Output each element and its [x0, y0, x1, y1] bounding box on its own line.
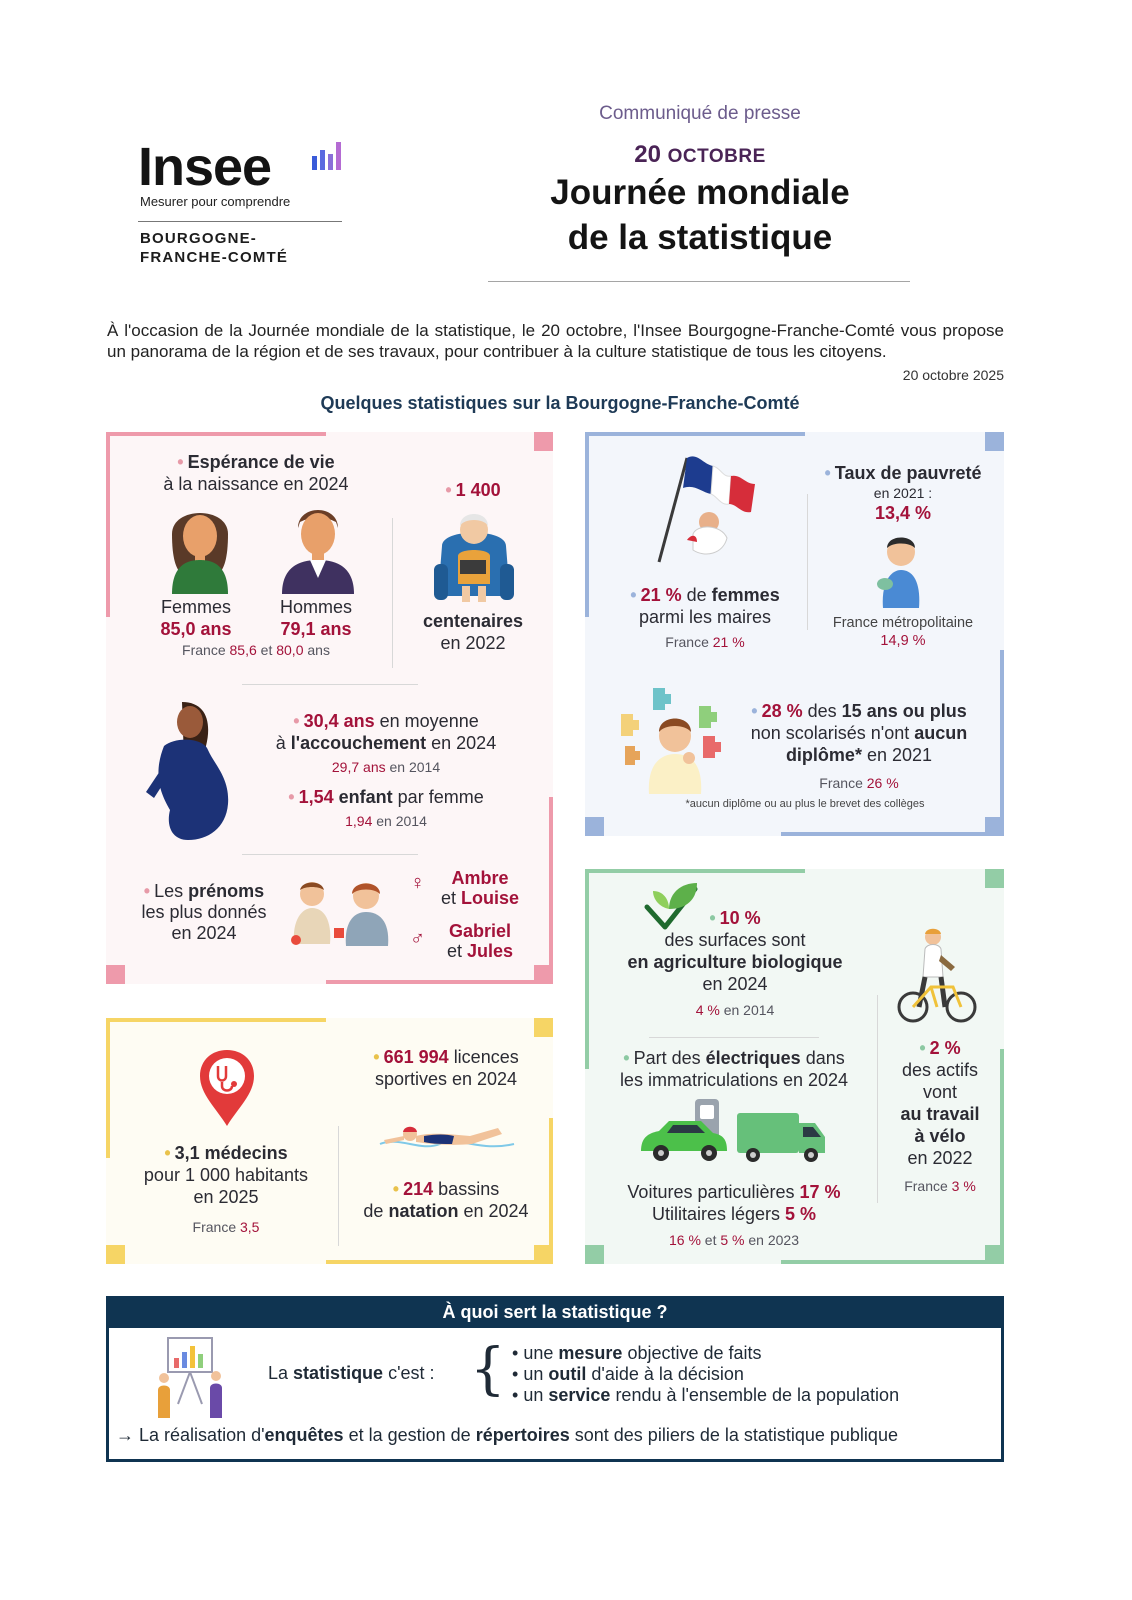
- lead-a: La: [268, 1363, 289, 1383]
- man-avatar-icon: [280, 498, 356, 594]
- statistique-list: [512, 1343, 899, 1406]
- maires-text-1b: femmes: [711, 585, 780, 605]
- diplome-value: 28 %: [761, 701, 803, 721]
- velo-value: 2 %: [929, 1038, 961, 1058]
- bullet-dot: •: [288, 787, 295, 807]
- vertical-separator: [392, 518, 393, 668]
- panel-frame-bottom: [781, 832, 1004, 836]
- bullet-dot: •: [392, 1179, 400, 1199]
- elec-line-2: les immatriculations en 2024: [619, 1070, 849, 1090]
- bullet-dot: •: [143, 881, 151, 901]
- list-item: • un service rendu à l'ensemble de la population: [512, 1385, 900, 1405]
- voitures-value: 17 %: [799, 1182, 841, 1202]
- france-mid: et: [260, 642, 273, 658]
- bullet-dot: •: [177, 452, 184, 472]
- logo-tagline: Mesurer pour comprendre: [140, 194, 291, 209]
- horizontal-separator: [242, 684, 418, 685]
- bullet-dot: •: [373, 1047, 380, 1067]
- maires-value: 21 %: [640, 585, 682, 605]
- bullet-dot: •: [445, 480, 452, 500]
- title-line-2: de la statistique: [567, 218, 833, 257]
- utilitaires-label: Utilitaires légers: [651, 1204, 780, 1224]
- accouchement-value: 30,4 ans: [303, 711, 375, 731]
- boy-name-2: Jules: [467, 941, 514, 961]
- elec-line-1c: dans: [805, 1048, 845, 1068]
- panel-frame-bottom: [781, 1260, 1004, 1264]
- panel-corner-square: [985, 869, 1004, 888]
- maires-france-label: France: [665, 634, 709, 650]
- item-bold: mesure: [558, 1343, 623, 1363]
- bio-line-4: en 2024: [702, 974, 768, 994]
- licences-value: 661 994: [383, 1047, 449, 1067]
- event-day: 20: [634, 141, 661, 168]
- accouchement-text-2a: à: [275, 733, 286, 753]
- panel-frame-top: [106, 432, 326, 436]
- diplome-text-2a: non scolarisés n'ont: [750, 723, 910, 743]
- girl-name-1: Ambre: [451, 868, 509, 888]
- panel-frame-left: [106, 1018, 110, 1158]
- velo-france-label: France: [904, 1178, 948, 1194]
- item-post: rendu à l'ensemble de la population: [615, 1385, 900, 1405]
- foot-b: enquêtes: [264, 1425, 344, 1445]
- velo-line-2: des actifs: [901, 1060, 979, 1080]
- velo-line-6: en 2022: [907, 1148, 973, 1168]
- item-pre: une: [523, 1343, 554, 1363]
- maires-text-1a: de: [686, 585, 707, 605]
- prenoms-title: [126, 881, 282, 944]
- lead-c: c'est :: [388, 1363, 435, 1383]
- elec-line-1a: Part des: [633, 1048, 701, 1068]
- diplome-text-1b: 15 ans ou plus: [841, 701, 967, 721]
- france-suffix: ans: [307, 642, 330, 658]
- item-pre: un: [523, 1364, 544, 1384]
- vertical-separator: [807, 494, 808, 630]
- accouchement-text-1: en moyenne: [379, 711, 479, 731]
- electric-vehicles-icon: [639, 1097, 829, 1167]
- esperance-title: [126, 451, 386, 495]
- region-line-2: FRANCHE-COMTÉ: [140, 249, 289, 266]
- licences-stat: [346, 1046, 546, 1090]
- puzzled-student-icon: [619, 684, 727, 794]
- medecins-france-label: France: [192, 1219, 237, 1235]
- centenaires-label: centenaires: [422, 611, 524, 631]
- enfant-bold: enfant: [338, 787, 393, 807]
- curly-brace-icon: {: [470, 1337, 506, 1402]
- centenaires-year: en 2022: [440, 633, 506, 653]
- bassins-stat: [346, 1178, 546, 1222]
- foot-c: et la gestion de: [348, 1425, 471, 1445]
- velo-stat: [881, 1037, 999, 1197]
- playing-children-icon: [288, 880, 396, 950]
- statistique-footer: [116, 1425, 996, 1446]
- diplome-france-label: France: [819, 775, 863, 791]
- male-symbol-icon: ♂: [410, 928, 425, 950]
- sad-child-icon: [873, 534, 925, 608]
- enfant-stat: [246, 786, 526, 832]
- prenoms-line-2: les plus donnés: [141, 902, 267, 922]
- swimmer-icon: [380, 1122, 514, 1162]
- girl-names: [434, 868, 526, 908]
- panel-corner-square: [534, 432, 553, 451]
- elec-prev-value-1: 16 %: [668, 1232, 701, 1248]
- diplome-text-3a: diplôme*: [785, 745, 862, 765]
- velo-line-4: au travail: [900, 1104, 980, 1124]
- girl-et: et: [440, 888, 456, 908]
- bassins-text-2b: natation: [388, 1201, 459, 1221]
- bassins-value: 214: [403, 1179, 434, 1199]
- enfant-prev-text: en 2014: [376, 813, 427, 829]
- statistique-box-heading: À quoi sert la statistique ?: [106, 1296, 1004, 1328]
- bio-line-2: des surfaces sont: [664, 930, 806, 950]
- bio-prev-text: en 2014: [723, 1002, 775, 1018]
- logo-divider: [138, 221, 342, 222]
- panel-corner-square: [106, 1245, 125, 1264]
- bullet-dot: •: [751, 701, 758, 721]
- panel-frame-bottom: [326, 980, 553, 984]
- panel-frame-right: [549, 1118, 553, 1258]
- elec-prev-value-2: 5 %: [720, 1232, 745, 1248]
- bullet-dot: •: [919, 1038, 926, 1058]
- maires-text-2: parmi les maires: [638, 607, 772, 627]
- panel-corner-square: [534, 965, 553, 984]
- bio-line-3: en agriculture biologique: [627, 952, 843, 972]
- femmes-value: 85,0 ans: [160, 619, 232, 639]
- girl-name-2: Louise: [461, 888, 520, 908]
- arrow-right-icon: →: [116, 1425, 134, 1445]
- panel-frame-right: [549, 797, 553, 967]
- panel-corner-square: [585, 817, 604, 836]
- accouchement-stat: [246, 710, 526, 778]
- bullet-dot: •: [630, 585, 637, 605]
- voitures-label: Voitures particulières: [627, 1182, 795, 1202]
- event-month: OCTOBRE: [667, 146, 766, 167]
- elec-prev-text: en 2023: [748, 1232, 799, 1248]
- medecins-value: 3,1 médecins: [174, 1143, 288, 1163]
- elec-prev-et: et: [704, 1232, 717, 1248]
- centenaires-count: [406, 480, 540, 501]
- panel-frame-bottom: [326, 1260, 553, 1264]
- enfant-prev-value: 1,94: [345, 813, 373, 829]
- medical-location-pin-icon: [198, 1048, 256, 1128]
- medecins-line-3: en 2025: [193, 1187, 259, 1207]
- boy-name-1: Gabriel: [448, 921, 512, 941]
- pauvrete-fm-value: 14,9 %: [880, 633, 926, 649]
- diplome-text-2b: aucun: [914, 723, 968, 743]
- event-date: [560, 141, 840, 169]
- item-bold: service: [548, 1385, 611, 1405]
- elec-line-1b: électriques: [705, 1048, 801, 1068]
- elderly-woman-armchair-icon: [432, 506, 516, 606]
- velo-france-value: 3 %: [951, 1178, 976, 1194]
- panel-corner-square: [534, 1018, 553, 1037]
- panel-demography: [106, 432, 553, 984]
- page-title: [500, 170, 900, 260]
- logo-wordmark: Insee: [138, 137, 272, 197]
- logo-bars-icon: [312, 142, 344, 172]
- velo-line-5: à vélo: [914, 1126, 966, 1146]
- pauvrete-line-2: en 2021 :: [873, 485, 933, 501]
- maires-stat: [605, 584, 805, 653]
- centenaires-text: [406, 610, 540, 654]
- list-item: • une mesure objective de faits: [512, 1343, 762, 1363]
- panel-frame-top: [585, 869, 805, 873]
- section-title: Quelques statistiques sur la Bourgogne-Franche-Comté: [320, 393, 800, 413]
- femmes-stat: [146, 596, 246, 640]
- header-divider: [488, 281, 910, 282]
- medecins-line-2: pour 1 000 habitants: [143, 1165, 309, 1185]
- bullet-dot: •: [824, 463, 831, 483]
- bio-prev-value: 4 %: [695, 1002, 720, 1018]
- bullet-dot: •: [709, 908, 716, 928]
- pregnant-woman-icon: [142, 700, 234, 842]
- diplome-france-value: 26 %: [866, 775, 899, 791]
- panel-environment: [585, 869, 1004, 1264]
- item-post: d'aide à la décision: [591, 1364, 744, 1384]
- item-bold: outil: [548, 1364, 587, 1384]
- region-line-1: BOURGOGNE-: [140, 230, 257, 247]
- bullet-dot: •: [164, 1143, 171, 1163]
- horizontal-separator: [242, 854, 418, 855]
- prenoms-line-1b: prénoms: [188, 881, 265, 901]
- panel-society: [585, 432, 1004, 836]
- panel-corner-square: [106, 965, 125, 984]
- elec-title: [591, 1047, 877, 1091]
- pauvrete-france: [811, 614, 995, 650]
- item-pre: un: [523, 1385, 544, 1405]
- prenoms-line-3: en 2024: [171, 923, 237, 943]
- france-hommes-value: 80,0: [276, 642, 304, 658]
- accouchement-prev-value: 29,7 ans: [331, 759, 386, 775]
- panel-corner-square: [985, 1245, 1004, 1264]
- publication-date: 20 octobre 2025: [902, 367, 1004, 383]
- licences-text-2: sportives en 2024: [374, 1069, 518, 1089]
- panel-corner-square: [985, 817, 1004, 836]
- item-post: objective de faits: [627, 1343, 762, 1363]
- foot-d: répertoires: [475, 1425, 570, 1445]
- bassins-text-2c: en 2024: [463, 1201, 529, 1221]
- panel-frame-left: [585, 432, 589, 617]
- panel-frame-left: [106, 432, 110, 617]
- press-label: Communiqué de presse: [599, 103, 801, 124]
- enfant-value: 1,54: [298, 787, 334, 807]
- france-prefix: France: [182, 642, 226, 658]
- bassins-text-1: bassins: [438, 1179, 500, 1199]
- panel-frame-right: [1000, 650, 1004, 835]
- female-symbol-icon: ♀: [410, 872, 425, 894]
- bio-stat: [605, 907, 865, 1021]
- panel-frame-top: [106, 1018, 326, 1022]
- region-name: [140, 229, 288, 267]
- pauvrete-stat: [811, 462, 995, 524]
- bullet-dot: •: [623, 1048, 630, 1068]
- boy-et: et: [446, 941, 462, 961]
- panel-corner-square: [534, 1245, 553, 1264]
- medecins-france-value: 3,5: [240, 1219, 260, 1235]
- marianne-flag-icon: [657, 454, 757, 566]
- lead-b: statistique: [293, 1363, 384, 1383]
- diplome-text-3b: en 2021: [866, 745, 933, 765]
- panel-corner-square: [985, 432, 1004, 451]
- esperance-line-1: Espérance de vie: [187, 452, 335, 472]
- licences-text-1: licences: [453, 1047, 519, 1067]
- medecins-stat: [126, 1142, 326, 1238]
- accouchement-prev-text: en 2014: [389, 759, 441, 775]
- presentation-board-icon: [156, 1334, 226, 1422]
- vertical-separator: [877, 995, 878, 1203]
- list-item: • un outil d'aide à la décision: [512, 1364, 744, 1384]
- accouchement-text-2c: en 2024: [431, 733, 497, 753]
- hommes-value: 79,1 ans: [280, 619, 352, 639]
- foot-a: La réalisation d': [139, 1425, 265, 1445]
- diplome-text-1a: des: [807, 701, 837, 721]
- pauvrete-line-1: Taux de pauvreté: [834, 463, 982, 483]
- accouchement-text-2b: l'accouchement: [290, 733, 427, 753]
- bio-value: 10 %: [719, 908, 761, 928]
- maires-france-value: 21 %: [712, 634, 745, 650]
- pauvrete-value: 13,4 %: [874, 503, 932, 523]
- intro-paragraph: À l'occasion de la Journée mondiale de la statistique, le 20 octobre, l'Insee Bourgogne-Franche-Comté vous propose un panorama de la région et de ses travaux, pour contribuer à la culture statistique de tous les citoyens.: [107, 321, 1004, 361]
- panel-frame-top: [585, 432, 805, 436]
- vertical-separator: [338, 1126, 339, 1246]
- elec-values: [591, 1181, 877, 1251]
- cyclist-icon: [897, 927, 979, 1023]
- centenaires-value: 1 400: [455, 480, 501, 500]
- enfant-text: par femme: [397, 787, 484, 807]
- prenoms-line-1a: Les: [154, 881, 184, 901]
- bassins-text-2a: de: [363, 1201, 384, 1221]
- velo-line-3: vont: [922, 1082, 958, 1102]
- diplome-stat: [723, 700, 995, 794]
- title-line-1: Journée mondiale: [550, 173, 850, 212]
- woman-avatar-icon: [166, 498, 234, 594]
- diplome-footnote: *aucun diplôme ou au plus le brevet des collèges: [685, 798, 925, 810]
- femmes-label: Femmes: [160, 597, 231, 617]
- horizontal-separator: [649, 1037, 819, 1038]
- esperance-line-2: à la naissance en 2024: [163, 474, 349, 494]
- bullet-dot: •: [293, 711, 300, 731]
- panel-frame-left: [585, 869, 589, 1069]
- foot-e: sont des piliers de la statistique publique: [574, 1425, 898, 1445]
- statistique-lead: [268, 1363, 435, 1384]
- hommes-stat: [266, 596, 366, 640]
- hommes-label: Hommes: [279, 597, 352, 617]
- boy-names: [434, 921, 526, 961]
- utilitaires-value: 5 %: [785, 1204, 817, 1224]
- pauvrete-fm-label: France métropolitaine: [832, 615, 974, 631]
- panel-frame-right: [1000, 1049, 1004, 1263]
- esperance-france: [126, 642, 386, 658]
- panel-health-sport: [106, 1018, 553, 1264]
- france-femmes-value: 85,6: [229, 642, 257, 658]
